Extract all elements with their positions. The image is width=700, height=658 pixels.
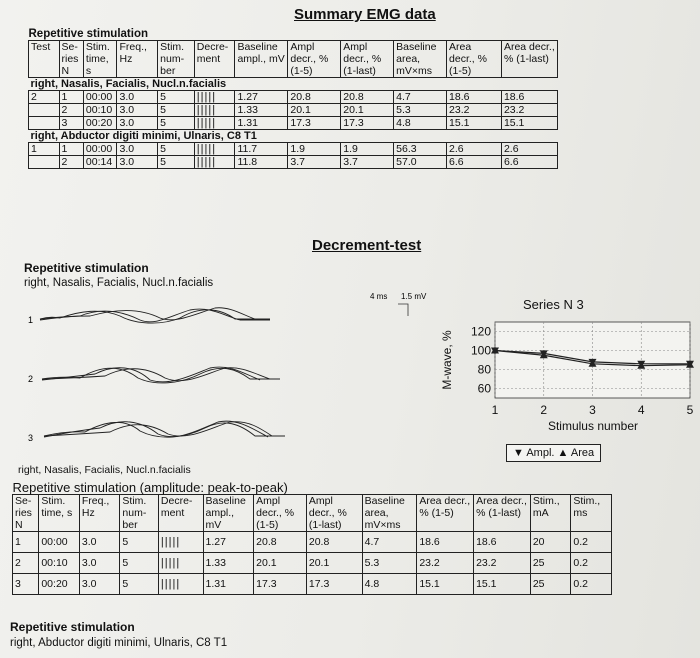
table-cell: 1.33 — [235, 104, 288, 117]
table-cell: 4.8 — [394, 117, 447, 130]
table-cell: 18.6 — [417, 532, 474, 553]
table-cell: 23.2 — [447, 104, 502, 117]
table-cell: 4.7 — [394, 91, 447, 104]
table-cell: ||||| — [194, 91, 235, 104]
table-cell: 1.9 — [341, 143, 394, 156]
decrement-heading: Repetitive stimulation — [24, 261, 149, 275]
chart-x-tick: 2 — [540, 403, 548, 417]
summary-header-cell: Baseline area, mV×ms — [394, 41, 447, 78]
table-row — [29, 156, 558, 169]
table-cell: 6.6 — [501, 156, 557, 169]
table-cell: 1 — [59, 91, 83, 104]
decrement-chart — [435, 290, 700, 440]
table-cell: 1 — [29, 143, 60, 156]
chart-y-label: M-wave, % — [440, 330, 454, 390]
table-cell: 3.0 — [117, 156, 158, 169]
detail-header-cell: Ampl decr., % (1-last) — [306, 495, 362, 532]
chart-legend — [506, 444, 601, 462]
table-cell: 15.1 — [501, 117, 557, 130]
table-cell: 18.6 — [474, 532, 531, 553]
trace-label-1: 1 — [28, 315, 34, 325]
table-cell: 20 — [530, 532, 571, 553]
table-cell: 6.6 — [447, 156, 502, 169]
table-cell: 0.2 — [571, 553, 612, 574]
table-cell: 2 — [59, 104, 83, 117]
table-cell: 5 — [158, 156, 195, 169]
table-cell: 00:20 — [83, 117, 117, 130]
chart-x-tick: 5 — [686, 403, 694, 417]
detail-header-cell: Stim., ms — [571, 495, 612, 532]
table-cell: 2.6 — [447, 143, 502, 156]
footer-heading: Repetitive stimulation — [10, 620, 135, 634]
table-cell: 1.27 — [203, 532, 254, 553]
trace-group-2 — [28, 367, 280, 384]
table-cell: 3.0 — [79, 553, 120, 574]
table-cell: 4.8 — [362, 574, 417, 595]
chart-y-tick: 100 — [470, 343, 491, 358]
detail-header-cell: Freq., Hz — [79, 495, 120, 532]
table-cell: ||||| — [194, 156, 235, 169]
summary-section-row — [29, 130, 558, 143]
traces-footer-muscle: right, Nasalis, Facialis, Nucl.n.facialis — [18, 464, 191, 476]
table-cell: 00:20 — [39, 574, 80, 595]
table-cell: 5 — [120, 574, 159, 595]
table-cell: ||||| — [158, 574, 203, 595]
chart-y-tick: 120 — [470, 324, 491, 339]
table-cell: 20.8 — [254, 532, 307, 553]
table-cell: 17.3 — [306, 574, 362, 595]
table-cell: 3.0 — [117, 91, 158, 104]
table-cell: 5 — [120, 553, 159, 574]
table-cell: 1 — [13, 532, 39, 553]
table-cell: 20.8 — [306, 532, 362, 553]
chart-y-tick: 60 — [477, 381, 491, 396]
trace-label-3: 3 — [28, 433, 34, 443]
trace-group-1 — [28, 308, 270, 325]
table-cell: 25 — [530, 574, 571, 595]
chart-x-tick: 3 — [589, 403, 596, 417]
legend-ampl-label: Ampl. — [526, 447, 555, 459]
table-cell: 3 — [59, 117, 83, 130]
summary-header-cell: Freq., Hz — [117, 41, 158, 78]
trace-group-3 — [28, 421, 285, 443]
summary-caption: Repetitive stimulation — [28, 28, 148, 40]
table-cell: 20.8 — [341, 91, 394, 104]
table-cell: ||||| — [158, 553, 203, 574]
detail-header-cell: Stim. num-ber — [120, 495, 159, 532]
table-cell: 0.2 — [571, 532, 612, 553]
scale-amp-label: 1.5 mV — [401, 292, 427, 301]
table-cell: 23.2 — [474, 553, 531, 574]
table-cell: 00:00 — [39, 532, 80, 553]
table-cell: 11.8 — [235, 156, 288, 169]
table-cell: 18.6 — [447, 91, 502, 104]
detail-header-cell: Area decr., % (1-last) — [474, 495, 531, 532]
detail-header-cell: Decre-ment — [158, 495, 203, 532]
table-cell: ||||| — [158, 532, 203, 553]
table-cell: 20.1 — [254, 553, 307, 574]
chart-x-tick: 1 — [491, 403, 499, 417]
legend-ampl-icon: ▼ — [513, 447, 524, 459]
table-cell: 20.1 — [306, 553, 362, 574]
summary-header-cell: Area decr., % (1-5) — [447, 41, 502, 78]
summary-table — [28, 28, 558, 169]
summary-header-cell: Stim. time, s — [83, 41, 117, 78]
detail-header-cell: Baseline ampl., mV — [203, 495, 254, 532]
table-cell: 23.2 — [417, 553, 474, 574]
detail-header-cell: Ampl decr., % (1-5) — [254, 495, 307, 532]
table-row — [13, 574, 612, 595]
table-cell: 3.0 — [117, 117, 158, 130]
table-cell: 1.31 — [203, 574, 254, 595]
decrement-muscle: right, Nasalis, Facialis, Nucl.n.facialis — [24, 277, 214, 289]
table-cell: 57.0 — [394, 156, 447, 169]
detail-header-cell: Se-ries N — [13, 495, 39, 532]
summary-section-row — [29, 78, 558, 91]
table-cell — [29, 104, 60, 117]
table-cell: 20.8 — [288, 91, 341, 104]
table-cell: 11.7 — [235, 143, 288, 156]
table-cell: 3.0 — [117, 104, 158, 117]
table-cell: ||||| — [194, 117, 235, 130]
chart-y-tick: 80 — [477, 362, 491, 377]
table-cell: 3.7 — [341, 156, 394, 169]
table-cell: 2 — [29, 91, 60, 104]
table-cell: 15.1 — [474, 574, 531, 595]
table-cell: 3.0 — [117, 143, 158, 156]
table-cell: 25 — [530, 553, 571, 574]
summary-header-cell: Se-ries N — [59, 41, 83, 78]
table-cell: 1 — [59, 143, 83, 156]
detail-table — [12, 482, 612, 595]
table-cell: 5 — [158, 117, 195, 130]
table-row — [29, 91, 558, 104]
legend-area-label: Area — [570, 447, 595, 459]
table-cell: ||||| — [194, 104, 235, 117]
table-cell: 3.7 — [288, 156, 341, 169]
summary-header-cell: Test — [29, 41, 60, 78]
table-cell: 2 — [59, 156, 83, 169]
table-cell: 3.0 — [79, 574, 120, 595]
detail-header-cell: Stim. time, s — [39, 495, 80, 532]
table-cell: 00:10 — [39, 553, 80, 574]
table-cell: 5 — [158, 91, 195, 104]
table-cell: 18.6 — [501, 91, 557, 104]
summary-header-cell: Stim. num-ber — [158, 41, 195, 78]
detail-header-cell: Stim., mA — [530, 495, 571, 532]
table-cell: 56.3 — [394, 143, 447, 156]
table-cell: 20.1 — [288, 104, 341, 117]
table-cell: 00:10 — [83, 104, 117, 117]
chart-x-tick: 4 — [637, 403, 645, 417]
summary-section-label: right, Nasalis, Facialis, Nucl.n.facialis — [29, 78, 558, 91]
table-cell: 20.1 — [341, 104, 394, 117]
summary-header-cell: Baseline ampl., mV — [235, 41, 288, 78]
table-cell: 15.1 — [417, 574, 474, 595]
table-cell: 2.6 — [501, 143, 557, 156]
table-cell: 2 — [13, 553, 39, 574]
summary-header-cell: Area decr., % (1-last) — [501, 41, 557, 78]
table-row — [13, 532, 612, 553]
table-cell: 00:00 — [83, 143, 117, 156]
table-cell: 00:00 — [83, 91, 117, 104]
table-cell: 0.2 — [571, 574, 612, 595]
scale-time-label: 4 ms — [370, 292, 388, 301]
summary-title: Summary EMG data — [294, 6, 436, 23]
table-cell: 1.27 — [235, 91, 288, 104]
summary-header-cell: Decre-ment — [194, 41, 235, 78]
chart-x-label: Stimulus number — [547, 419, 639, 433]
table-cell — [29, 117, 60, 130]
table-row — [29, 143, 558, 156]
table-cell: 1.31 — [235, 117, 288, 130]
table-cell: 3.0 — [79, 532, 120, 553]
table-row — [29, 117, 558, 130]
table-cell: 15.1 — [447, 117, 502, 130]
summary-header-cell: Ampl decr., % (1-5) — [288, 41, 341, 78]
table-cell: 17.3 — [254, 574, 307, 595]
detail-header-cell: Area decr., % (1-5) — [417, 495, 474, 532]
table-cell: 5.3 — [394, 104, 447, 117]
footer-muscle: right, Abductor digiti minimi, Ulnaris, C8 T1 — [10, 637, 228, 649]
table-cell: 3 — [13, 574, 39, 595]
table-cell: 17.3 — [341, 117, 394, 130]
legend-area-icon: ▲ — [557, 447, 569, 459]
table-cell: 23.2 — [501, 104, 557, 117]
trace-label-2: 2 — [28, 374, 34, 384]
table-cell: 5.3 — [362, 553, 417, 574]
decrement-title: Decrement-test — [312, 237, 422, 254]
table-cell: ||||| — [194, 143, 235, 156]
table-cell — [29, 156, 60, 169]
table-cell: 5 — [158, 143, 195, 156]
table-cell: 1.33 — [203, 553, 254, 574]
chart-title: Series N 3 — [523, 297, 584, 312]
emg-traces — [20, 286, 460, 466]
scale-bar — [398, 304, 408, 316]
table-cell: 17.3 — [288, 117, 341, 130]
table-cell: 5 — [120, 532, 159, 553]
table-cell: 5 — [158, 104, 195, 117]
detail-caption: Repetitive stimulation (amplitude: peak-to-peak) — [12, 480, 288, 495]
table-cell: 4.7 — [362, 532, 417, 553]
summary-section-label: right, Abductor digiti minimi, Ulnaris, C8 T1 — [29, 130, 558, 143]
table-cell: 00:14 — [83, 156, 117, 169]
table-row — [29, 104, 558, 117]
detail-header-cell: Baseline area, mV×ms — [362, 495, 417, 532]
summary-header-cell: Ampl decr., % (1-last) — [341, 41, 394, 78]
table-row — [13, 553, 612, 574]
table-cell: 1.9 — [288, 143, 341, 156]
